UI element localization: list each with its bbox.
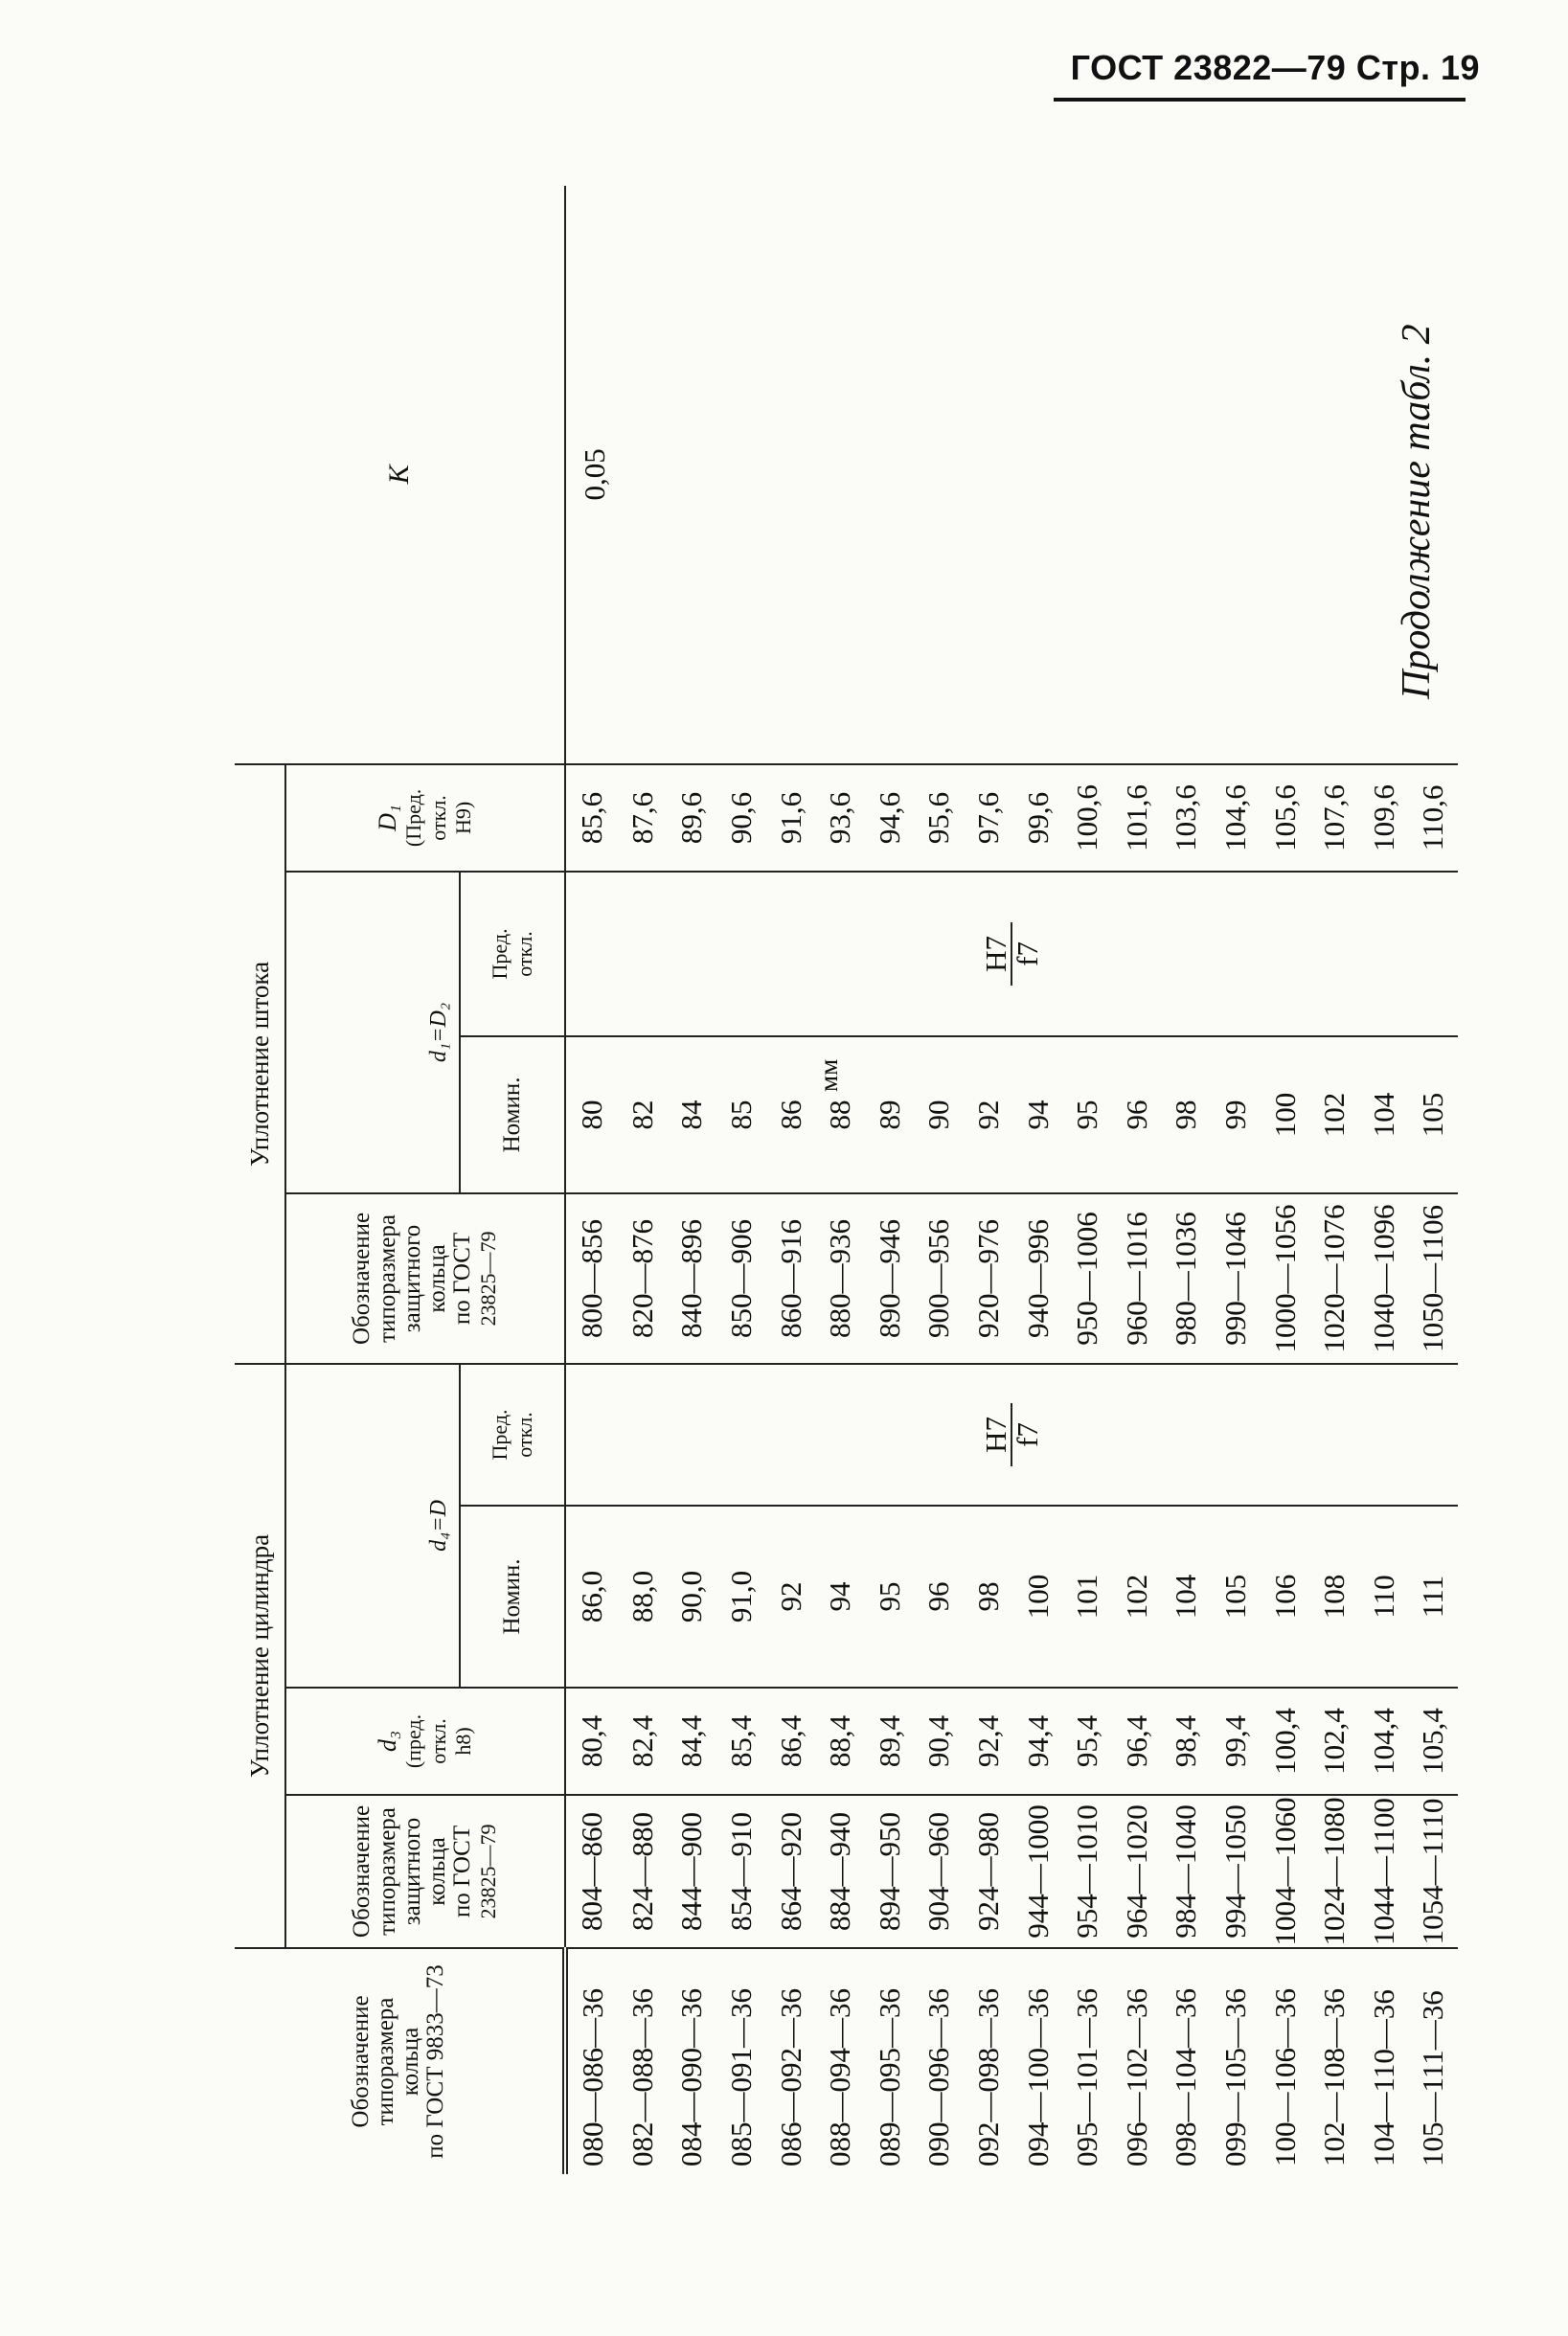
- cell-cyl-d4-nom: 105: [1211, 1506, 1261, 1688]
- col-rod-dev-l1: Пред.: [487, 928, 511, 980]
- table-body: [565, 186, 1458, 2174]
- cell-rod-D1: 90,6: [716, 764, 766, 872]
- cell-cyl-d3: 92,4: [964, 1688, 1013, 1795]
- col-k-label: K: [383, 465, 416, 485]
- col-cyl-prot-l1: Обозначение: [349, 1804, 375, 1939]
- cell-rod-d1-nom: 94: [1012, 1036, 1062, 1193]
- cell-rod-D1: 87,6: [618, 764, 668, 872]
- cell-rod-d1-nom: 105: [1408, 1036, 1458, 1193]
- table-wrapper: [153, 38, 1494, 2174]
- page-header: ГОСТ 23822—79 Стр. 19: [1070, 48, 1480, 87]
- rotated-page-content: [153, 0, 1494, 2174]
- units-label: мм: [814, 1058, 843, 1092]
- cell-cyl-protective-ring: 884—940: [815, 1795, 865, 1948]
- cell-rod-d1-nom: 84: [667, 1036, 716, 1193]
- cell-rod-protective-ring: 890—946: [865, 1193, 915, 1364]
- group-cylinder-seal: Уплотнение цилиндра: [235, 1364, 285, 1948]
- ring-dimensions-table: [235, 186, 1458, 2174]
- cell-cyl-d4-nom: 104: [1161, 1506, 1211, 1688]
- cell-rod-D1: 97,6: [964, 764, 1013, 872]
- cell-rod-D1: 95,6: [914, 764, 964, 872]
- cell-ring-designation: 099—105—36: [1218, 1988, 1253, 2166]
- cell-ring-designation: 082—088—36: [625, 1988, 659, 2166]
- cell-rod-d1-nom: 89: [865, 1036, 915, 1193]
- cell-cyl-protective-ring: 844—900: [667, 1795, 716, 1948]
- cell-rod-d1-nom: 98: [1161, 1036, 1211, 1193]
- col-rod-D1-l2: откл.: [426, 795, 450, 841]
- col-cyl-prot-l5: по ГОСТ: [449, 1825, 476, 1918]
- cell-ring-designation: 086—092—36: [773, 1988, 807, 2166]
- rod-tolerance-num: H7: [981, 922, 1012, 986]
- cell-ring-designation: 089—095—36: [872, 1988, 906, 2166]
- col-ring-designation: [235, 1948, 565, 2174]
- cell-ring-designation: 088—094—36: [823, 1988, 857, 2166]
- cell-cyl-d4-nom: 108: [1309, 1506, 1359, 1688]
- col-rod-prot-l1: Обозначение: [349, 1212, 375, 1346]
- rod-tolerance-den: f7: [1011, 941, 1045, 966]
- cell-cyl-protective-ring: 1024—1080: [1309, 1795, 1359, 1948]
- cell-cyl-protective-ring: 864—920: [765, 1795, 815, 1948]
- cell-rod-protective-ring: 1040—1096: [1359, 1193, 1409, 1364]
- cell-cyl-d4-nom: 100: [1012, 1506, 1062, 1688]
- cell-rod-protective-ring: 960—1016: [1112, 1193, 1162, 1364]
- cell-rod-protective-ring: 820—876: [618, 1193, 668, 1364]
- col-cyl-d3-l1: (пред.: [400, 1713, 425, 1769]
- cell-rod-protective-ring: 860—916: [765, 1193, 815, 1364]
- col-cyl-d4: [285, 1364, 460, 1688]
- cell-ring-designation: 102—108—36: [1317, 1988, 1352, 2166]
- cell-ring-designation: 100—106—36: [1267, 1988, 1302, 2166]
- col-k: [235, 186, 565, 764]
- cell-cyl-d4-nom: 110: [1359, 1506, 1409, 1688]
- cell-rod-protective-ring: 1050—1106: [1408, 1193, 1458, 1364]
- col-rod-D1-l3: H9): [451, 801, 476, 835]
- cell-cyl-d3: 89,4: [865, 1688, 915, 1795]
- cell-rod-d1-nom: 85: [716, 1036, 766, 1193]
- cell-cyl-protective-ring: 1054—1110: [1408, 1795, 1458, 1948]
- cell-rod-d1-nom: 102: [1309, 1036, 1359, 1193]
- cell-cyl-protective-ring: 984—1040: [1161, 1795, 1211, 1948]
- cell-cyl-d3: 105,4: [1408, 1688, 1458, 1795]
- cell-cyl-d4-nom: 95: [865, 1506, 915, 1688]
- col-cyl-dev: [460, 1364, 565, 1506]
- group-rod-seal: Уплотнение штока: [235, 764, 285, 1364]
- cell-rod-protective-ring: 900—956: [914, 1193, 964, 1364]
- cell-rod-protective-ring: 980—1036: [1161, 1193, 1211, 1364]
- col-cyl-d3-l2: откл.: [426, 1718, 450, 1764]
- cell-rod-d1-nom: 90: [914, 1036, 964, 1193]
- cell-cyl-d4-nom: 96: [914, 1506, 964, 1688]
- cell-rod-D1: 100,6: [1062, 764, 1112, 872]
- cell-ring-designation: 095—101—36: [1070, 1988, 1104, 2166]
- cell-ring-designation: 098—104—36: [1169, 1988, 1203, 2166]
- cell-cyl-d4-nom: 88,0: [618, 1506, 668, 1688]
- cell-rod-D1: 93,6: [815, 764, 865, 872]
- cell-rod-D1: 105,6: [1260, 764, 1309, 872]
- cell-cyl-protective-ring: 1044—1100: [1359, 1795, 1409, 1948]
- cell-ring-designation: 105—111—36: [1416, 1990, 1450, 2166]
- col-rod-prot-l2: типоразмера: [374, 1214, 400, 1343]
- col-cyl-dev-l2: откл.: [512, 1412, 536, 1458]
- cell-cyl-d4-nom: 86,0: [565, 1506, 618, 1688]
- cell-cyl-d3: 84,4: [667, 1688, 716, 1795]
- cell-rod-d1-nom: 96: [1112, 1036, 1162, 1193]
- cell-cyl-protective-ring: 854—910: [716, 1795, 766, 1948]
- col-ring-designation-l2: типоразмера: [372, 1997, 398, 2126]
- col-rod-dev-l2: откл.: [512, 931, 536, 977]
- cell-cyl-d4-nom: 92: [765, 1506, 815, 1688]
- col-cyl-prot-l6: 23825—79: [475, 1824, 500, 1919]
- cell-ring-designation: 096—102—36: [1119, 1988, 1153, 2166]
- cell-rod-D1: 104,6: [1211, 764, 1261, 872]
- cell-rod-d1-nom: 95: [1062, 1036, 1112, 1193]
- col-cyl-prot-l3: защитного: [398, 1817, 425, 1926]
- cyl-tolerance-num: H7: [981, 1403, 1012, 1466]
- cell-ring-designation: 094—100—36: [1020, 1988, 1055, 2166]
- cell-ring-designation: 104—110—36: [1366, 1989, 1400, 2166]
- col-rod-prot-l6: 23825—79: [475, 1231, 500, 1327]
- cell-ring-designation: 084—090—36: [674, 1988, 709, 2166]
- cell-ring-designation: 090—096—36: [921, 1988, 956, 2166]
- cell-rod-protective-ring: 1020—1076: [1309, 1193, 1359, 1364]
- rod-tolerance-fraction: [979, 922, 1045, 986]
- cell-rod-protective-ring: 990—1046: [1211, 1193, 1261, 1364]
- cell-cyl-protective-ring: 994—1050: [1211, 1795, 1261, 1948]
- cell-cyl-d3: 99,4: [1211, 1688, 1261, 1795]
- cell-rod-d1-nom: 99: [1211, 1036, 1261, 1193]
- cell-k-value: 0,05: [565, 186, 1458, 764]
- cell-cyl-protective-ring: 964—1020: [1112, 1795, 1162, 1948]
- cell-cyl-d3: 96,4: [1112, 1688, 1162, 1795]
- col-rod-prot-l4: кольца: [424, 1244, 450, 1313]
- cell-rod-protective-ring: 950—1006: [1062, 1193, 1112, 1364]
- cell-cyl-d3: 104,4: [1359, 1688, 1409, 1795]
- cell-cyl-d3: 94,4: [1012, 1688, 1062, 1795]
- col-rod-protective-ring: [285, 1193, 565, 1364]
- cell-cyl-d3: 88,4: [815, 1688, 865, 1795]
- cell-rod-D1: 109,6: [1359, 764, 1409, 872]
- cell-cyl-tolerance: [565, 1364, 1458, 1506]
- col-cyl-prot-l4: кольца: [424, 1837, 450, 1906]
- col-ring-designation-l3: кольца: [398, 2027, 423, 2097]
- cell-rod-D1: 85,6: [565, 764, 618, 872]
- cell-cyl-protective-ring: 944—1000: [1012, 1795, 1062, 1948]
- cyl-tolerance-den: f7: [1011, 1422, 1045, 1447]
- cell-cyl-d4-nom: 102: [1112, 1506, 1162, 1688]
- cell-rod-D1: 99,6: [1012, 764, 1062, 872]
- col-rod-nom: Номин.: [460, 1036, 565, 1193]
- cell-cyl-d4-nom: 111: [1408, 1506, 1458, 1688]
- cell-cyl-d3: 100,4: [1260, 1688, 1309, 1795]
- col-ring-designation-l1: Обозначение: [347, 1995, 374, 2128]
- col-cyl-d3-l3: h8): [451, 1727, 476, 1756]
- cell-cyl-protective-ring: 1004—1060: [1260, 1795, 1309, 1948]
- cell-rod-D1: 94,6: [865, 764, 915, 872]
- cell-rod-tolerance: [565, 872, 1458, 1036]
- cell-cyl-protective-ring: 824—880: [618, 1795, 668, 1948]
- cell-rod-D1: 107,6: [1309, 764, 1359, 872]
- cell-rod-d1-nom: 92: [964, 1036, 1013, 1193]
- cell-rod-protective-ring: 850—906: [716, 1193, 766, 1364]
- col-ring-designation-l4: по ГОСТ 9833—73: [422, 1964, 449, 2159]
- cell-cyl-d4-nom: 94: [815, 1506, 865, 1688]
- col-cyl-prot-l2: типоразмера: [374, 1807, 400, 1936]
- col-cyl-d4-label: d₄=D: [425, 1500, 451, 1552]
- cell-rod-d1-nom: 86: [765, 1036, 815, 1193]
- col-cyl-protective-ring: [285, 1795, 565, 1948]
- cell-cyl-protective-ring: 804—860: [565, 1795, 618, 1948]
- cell-rod-protective-ring: 920—976: [964, 1193, 1013, 1364]
- cell-rod-protective-ring: 800—856: [565, 1193, 618, 1364]
- cell-rod-D1: 89,6: [667, 764, 716, 872]
- cell-cyl-d3: 102,4: [1309, 1688, 1359, 1795]
- cell-cyl-protective-ring: 904—960: [914, 1795, 964, 1948]
- cell-rod-protective-ring: 1000—1056: [1260, 1193, 1309, 1364]
- cell-rod-D1: 101,6: [1112, 764, 1162, 872]
- cell-ring-designation: 092—098—36: [971, 1988, 1006, 2166]
- cell-rod-D1: 91,6: [765, 764, 815, 872]
- cell-cyl-protective-ring: 924—980: [964, 1795, 1013, 1948]
- table-row: [565, 186, 618, 2174]
- cell-cyl-d3: 90,4: [914, 1688, 964, 1795]
- cell-cyl-d3: 80,4: [565, 1688, 618, 1795]
- cell-cyl-d4-nom: 101: [1062, 1506, 1112, 1688]
- col-rod-D1: [285, 764, 565, 872]
- col-rod-d1-label: d₁=D₂: [425, 1002, 451, 1063]
- col-rod-prot-l5: по ГОСТ: [449, 1232, 476, 1326]
- cell-rod-protective-ring: 880—936: [815, 1193, 865, 1364]
- col-rod-d1: [285, 872, 460, 1193]
- cell-ring-designation: 080—086—36: [576, 1988, 610, 2166]
- cell-cyl-protective-ring: 954—1010: [1062, 1795, 1112, 1948]
- continuation-title: Продолжение табл. 2: [1395, 324, 1439, 699]
- cell-ring-designation: 085—091—36: [724, 1988, 759, 2166]
- col-cyl-nom: Номин.: [460, 1506, 565, 1688]
- cell-rod-d1-nom: 80: [565, 1036, 618, 1193]
- cell-rod-D1: 110,6: [1408, 764, 1458, 872]
- cell-rod-d1-nom: 100: [1260, 1036, 1309, 1193]
- cell-rod-d1-nom: 82: [618, 1036, 668, 1193]
- cell-cyl-d3: 82,4: [618, 1688, 668, 1795]
- cell-rod-d1-nom: 88: [815, 1036, 865, 1193]
- col-rod-dev: [460, 872, 565, 1036]
- col-rod-prot-l3: защитного: [398, 1224, 425, 1333]
- cell-cyl-d4-nom: 90,0: [667, 1506, 716, 1688]
- cell-rod-protective-ring: 840—896: [667, 1193, 716, 1364]
- cell-cyl-d4-nom: 91,0: [716, 1506, 766, 1688]
- cell-cyl-d3: 85,4: [716, 1688, 766, 1795]
- col-cyl-d3-symbol: d₃: [373, 1730, 401, 1753]
- col-cyl-d3: [285, 1688, 565, 1795]
- cyl-tolerance-fraction: [979, 1403, 1045, 1466]
- col-rod-D1-symbol: D₁: [373, 805, 401, 831]
- cell-cyl-d3: 98,4: [1161, 1688, 1211, 1795]
- cell-rod-protective-ring: 940—996: [1012, 1193, 1062, 1364]
- cell-cyl-d3: 95,4: [1062, 1688, 1112, 1795]
- col-cyl-dev-l1: Пред.: [487, 1409, 511, 1461]
- cell-cyl-d4-nom: 106: [1260, 1506, 1309, 1688]
- cell-cyl-d4-nom: 98: [964, 1506, 1013, 1688]
- cell-rod-D1: 103,6: [1161, 764, 1211, 872]
- cell-cyl-protective-ring: 894—950: [865, 1795, 915, 1948]
- cell-cyl-d3: 86,4: [765, 1688, 815, 1795]
- col-rod-D1-l1: (Пред.: [400, 788, 425, 848]
- cell-rod-d1-nom: 104: [1359, 1036, 1409, 1193]
